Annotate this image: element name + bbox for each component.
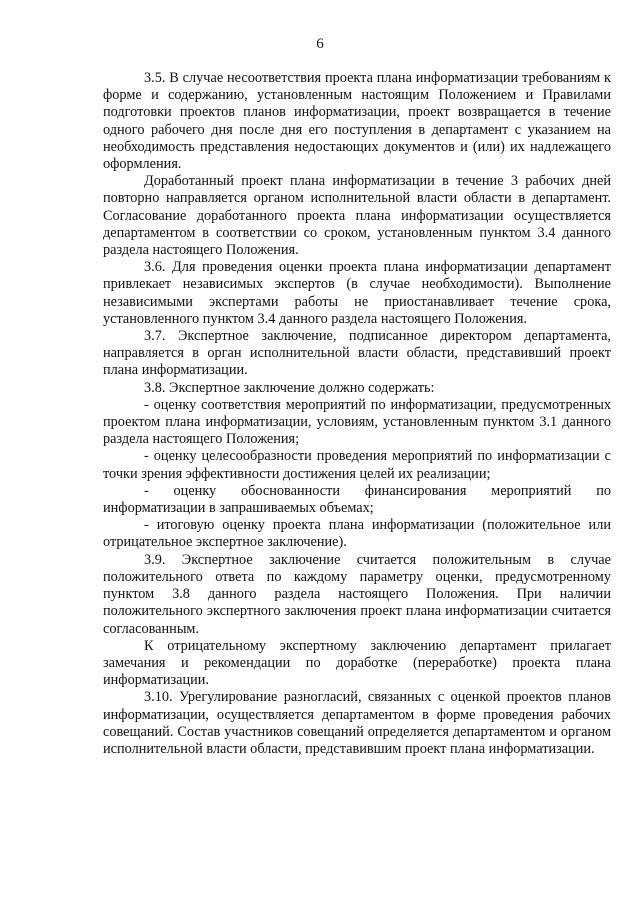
paragraph-revised-project: Доработанный проект плана информатизации в течение 3 рабочих дней повторно направляется органом исполнительной власти области в департамент. Согласование доработанного проекта плана информатизации осуществляется департаментом в соответствии со сроком, установленным пунктом 3.4 данного раздела настоящего Положения. bbox=[103, 173, 611, 259]
paragraph-3-9: 3.9. Экспертное заключение считается положительным в случае положительного ответа по каждому параметру оценки, предусмотренному пунктом 3.8 данного раздела настоящего Положения. При наличии положительного экспертного заключения проект плана информатизации считается согласованным. bbox=[103, 551, 611, 637]
paragraph-3-5: 3.5. В случае несоответствия проекта плана информатизации требованиям к форме и содержанию, установленным настоящим Положением и Правилами подготовки проектов планов информатизации, проект возвращается в течение одного рабочего дня после дня его поступления в департамент с указанием на необходимость представления недостающих документов и (или) их надлежащего оформления. bbox=[103, 70, 611, 173]
document-body bbox=[103, 70, 611, 758]
paragraph-3-8: 3.8. Экспертное заключение должно содержать: bbox=[144, 379, 435, 396]
list-item-feasibility: - оценку целесообразности проведения мероприятий по информатизации с точки зрения эффективности достижения целей их реализации; bbox=[103, 448, 611, 482]
list-item-compliance: - оценку соответствия мероприятий по информатизации, предусмотренных проектом плана информатизации, условиям, установленным пунктом 3.1 данного раздела настоящего Положения; bbox=[103, 396, 611, 448]
paragraph-3-10: 3.10. Урегулирование разногласий, связанных с оценкой проектов планов информатизации, осуществляется департаментом в форме проведения рабочих совещаний. Состав участников совещаний определяется департаментом и органом исполнительной власти области, представившим проект плана информатизации. bbox=[103, 689, 611, 757]
list-item-final-assessment: - итоговую оценку проекта плана информатизации (положительное или отрицательное экспертное заключение). bbox=[103, 517, 611, 551]
paragraph-3-7: 3.7. Экспертное заключение, подписанное директором департамента, направляется в орган исполнительной власти области, представивший проект плана информатизации. bbox=[103, 328, 611, 379]
list-item-funding: - оценку обоснованности финансирования мероприятий по информатизации в запрашиваемых объемах; bbox=[103, 482, 611, 517]
paragraph-negative-conclusion: К отрицательному экспертному заключению департамент прилагает замечания и рекомендации по доработке (переработке) проекта плана информатизации. bbox=[103, 637, 611, 689]
paragraph-3-6: 3.6. Для проведения оценки проекта плана информатизации департамент привлекает независимых экспертов (в случае необходимости). Выполнение независимыми экспертами работы не приостанавливает течение срока, установленного пунктом 3.4 данного раздела настоящего Положения. bbox=[103, 259, 611, 327]
page-number: 6 bbox=[316, 36, 324, 52]
